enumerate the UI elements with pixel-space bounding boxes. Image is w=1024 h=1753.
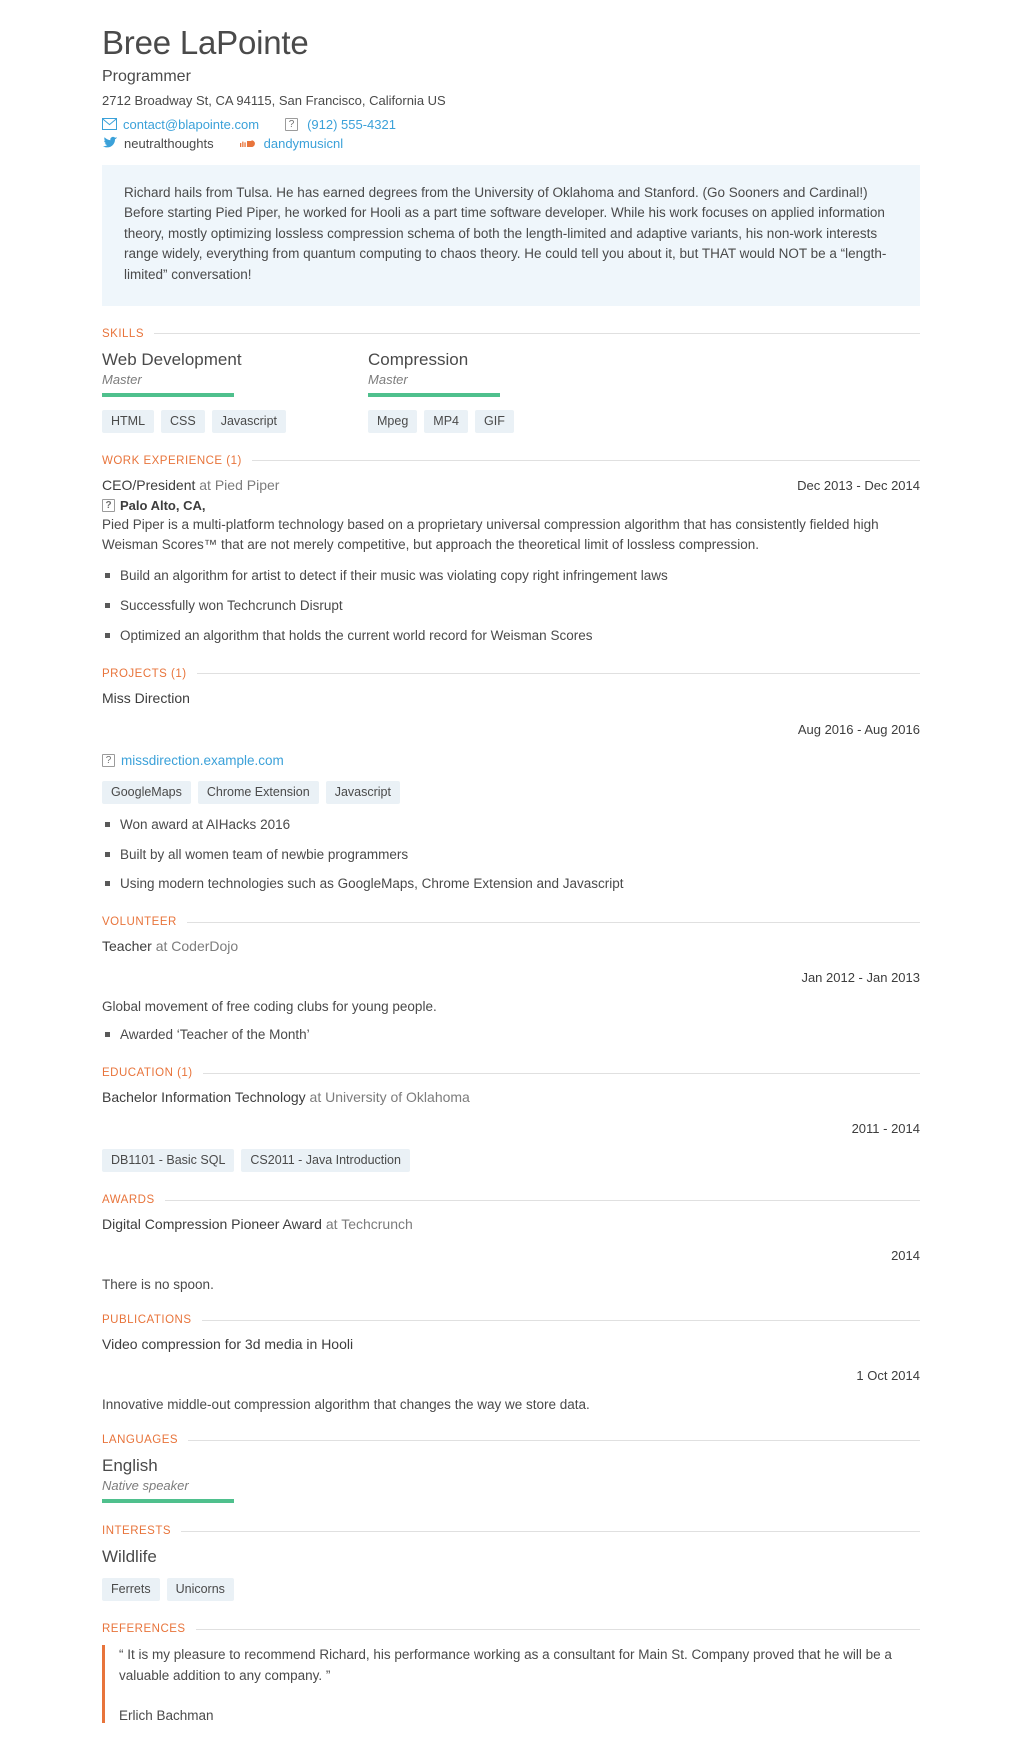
tag: GIF — [475, 410, 514, 433]
twitter-icon — [102, 136, 118, 150]
interest-item — [102, 1547, 920, 1601]
volunteer-highlights — [102, 1026, 920, 1045]
section-header-awards — [102, 1194, 920, 1206]
question-box-icon-location: ? — [102, 499, 115, 512]
tag: Ferrets — [102, 1578, 160, 1601]
award-entry — [102, 1216, 920, 1292]
work-location-line — [102, 498, 920, 513]
section-divider — [187, 922, 920, 923]
section-languages — [102, 1434, 920, 1503]
tag: CS2011 - Java Introduction — [241, 1149, 410, 1172]
education-degree: Bachelor Information Technology — [102, 1089, 306, 1106]
skill-level: Master — [102, 371, 142, 387]
tag: Unicorns — [167, 1578, 234, 1601]
project-link-row — [102, 753, 920, 768]
section-divider — [154, 333, 920, 334]
tag: HTML — [102, 410, 154, 433]
skill-item — [368, 350, 514, 433]
section-title: INTERESTS — [102, 1525, 172, 1538]
section-divider — [252, 460, 920, 461]
section-header-skills — [102, 328, 920, 340]
skill-level: Master — [368, 371, 408, 387]
work-title-line — [102, 477, 279, 493]
section-title: PUBLICATIONS — [102, 1314, 192, 1327]
section-divider — [197, 673, 920, 674]
work-description: Pied Piper is a multi-platform technology based on a proprietary universal compression algorithm that has consistently fielded high Weisman Scores™ that are not merely competitive, but approach the theoretical limit of lossless compression. — [102, 516, 879, 552]
volunteer-organization: CoderDojo — [171, 938, 239, 955]
section-title: WORK EXPERIENCE (1) — [102, 454, 242, 467]
volunteer-date: Jan 2012 - Jan 2013 — [801, 970, 920, 986]
section-title: EDUCATION (1) — [102, 1067, 193, 1080]
education-entry — [102, 1089, 920, 1172]
section-title: VOLUNTEER — [102, 916, 177, 929]
language-item — [102, 1456, 920, 1503]
section-title: LANGUAGES — [102, 1434, 179, 1447]
publication-entry — [102, 1336, 920, 1412]
list-item: Using modern technologies such as GoogleMaps, Chrome Extension and Javascript — [102, 875, 920, 894]
question-box-icon-link: ? — [102, 754, 115, 767]
section-divider — [188, 1440, 920, 1441]
section-publications — [102, 1314, 920, 1412]
tag: Javascript — [212, 410, 286, 433]
summary-block: Richard hails from Tulsa. He has earned degrees from the University of Oklahoma and Stanford. (Go Sooners and Cardinal!) Before starting Pied Piper, he worked for Hooli as a part time software developer. While his work focuses on applied information theory, mostly optimizing lossless compression schema of both the length-limited and adaptive variants, his non-work interests range widely, everything from quantum computing to chaos theory. He could tell you about it, but THAT would NOT be a “length-limited” conversation! — [102, 165, 920, 306]
section-header-volunteer — [102, 916, 920, 928]
section-header-education — [102, 1067, 920, 1079]
language-level-bar — [102, 1499, 234, 1503]
skill-level-bar — [368, 393, 500, 397]
question-box-icon-phone: ? — [285, 118, 298, 131]
reference-author: Erlich Bachman — [119, 1707, 214, 1723]
list-item: Successfully won Techcrunch Disrupt — [102, 597, 920, 616]
section-header-projects — [102, 668, 920, 680]
volunteer-entry — [102, 938, 920, 1045]
section-awards — [102, 1194, 920, 1292]
tag: DB1101 - Basic SQL — [102, 1149, 234, 1172]
project-date: Aug 2016 - Aug 2016 — [797, 721, 920, 737]
at-word: at — [325, 1216, 338, 1233]
volunteer-summary: Global movement of free coding clubs for young people. — [102, 999, 437, 1015]
award-title: Digital Compression Pioneer Award — [102, 1216, 322, 1233]
section-work-experience — [102, 455, 920, 646]
award-summary: There is no spoon. — [102, 1277, 214, 1293]
section-header-interests — [102, 1525, 920, 1537]
skill-name: Compression — [368, 349, 469, 369]
section-divider — [203, 1073, 920, 1074]
language-name: English — [102, 1456, 158, 1476]
twitter-handle: neutralthoughts — [124, 135, 214, 151]
list-item: Won award at AIHacks 2016 — [102, 816, 920, 835]
skill-keywords — [368, 410, 514, 433]
work-position: CEO/President — [102, 476, 196, 493]
section-divider — [181, 1531, 920, 1532]
section-divider — [202, 1320, 921, 1321]
award-title-line — [102, 1216, 920, 1232]
section-interests — [102, 1525, 920, 1601]
skill-keywords — [102, 410, 286, 433]
education-title-line — [102, 1089, 920, 1105]
tag: Javascript — [326, 781, 400, 804]
skills-columns — [102, 350, 920, 433]
education-institution: University of Oklahoma — [325, 1089, 470, 1106]
work-location: Palo Alto, CA, — [120, 497, 206, 513]
interest-keywords — [102, 1578, 920, 1601]
interest-name: Wildlife — [102, 1547, 157, 1567]
tag: MP4 — [424, 410, 468, 433]
tag: GoogleMaps — [102, 781, 191, 804]
language-fluency: Native speaker — [102, 1478, 189, 1494]
work-entry — [102, 477, 920, 646]
publication-title: Video compression for 3d media in Hooli — [102, 1336, 354, 1353]
page-title: Bree LaPointe — [102, 24, 309, 61]
section-volunteer — [102, 916, 920, 1045]
reference-quote-block — [102, 1645, 920, 1723]
section-header-work — [102, 455, 920, 467]
work-date: Dec 2013 - Dec 2014 — [797, 477, 920, 493]
at-word: at — [199, 476, 211, 493]
project-name: Miss Direction — [102, 689, 190, 706]
envelope-icon — [102, 118, 117, 130]
list-item: Build an algorithm for artist to detect if their music was violating copy right infringement laws — [102, 567, 920, 586]
section-title: REFERENCES — [102, 1623, 186, 1636]
tag: CSS — [161, 410, 205, 433]
at-word: at — [309, 1089, 322, 1106]
address-line: 2712 Broadway St, CA 94115, San Francisco, California US — [102, 92, 446, 108]
contact-row-social — [102, 136, 920, 151]
section-title: AWARDS — [102, 1194, 155, 1207]
project-entry — [102, 690, 920, 895]
project-url[interactable]: missdirection.example.com — [121, 752, 284, 768]
award-date: 2014 — [891, 1248, 920, 1264]
work-highlights — [102, 567, 920, 646]
education-date: 2011 - 2014 — [851, 1121, 920, 1137]
list-item: Optimized an algorithm that holds the current world record for Weisman Scores — [102, 627, 920, 646]
volunteer-title-line — [102, 938, 920, 954]
job-role: Programmer — [102, 67, 191, 85]
section-header-references — [102, 1623, 920, 1635]
email-link[interactable]: contact@blapointe.com — [123, 116, 260, 132]
list-item: Awarded ‘Teacher of the Month’ — [102, 1026, 920, 1045]
at-word: at — [155, 938, 168, 955]
skill-name: Web Development — [102, 349, 242, 369]
volunteer-position: Teacher — [102, 938, 152, 955]
section-skills — [102, 328, 920, 433]
list-item: Built by all women team of newbie programmers — [102, 846, 920, 865]
contact-row-primary — [102, 117, 920, 132]
skill-level-bar — [102, 393, 234, 397]
phone-link[interactable]: (912) 555-4321 — [307, 116, 396, 132]
tag: Chrome Extension — [198, 781, 319, 804]
section-header-languages — [102, 1434, 920, 1446]
project-keywords — [102, 781, 920, 804]
soundcloud-link[interactable]: dandymusicnl — [263, 135, 344, 151]
publication-date: 1 Oct 2014 — [856, 1368, 920, 1384]
publication-summary: Innovative middle-out compression algorithm that changes the way we store data. — [102, 1397, 590, 1413]
section-title: PROJECTS (1) — [102, 667, 187, 680]
reference-quote: “ It is my pleasure to recommend Richard, his performance working as a consultant for Main St. Company proved that he will be a valuable addition to any company. ” — [119, 1647, 892, 1683]
tag: Mpeg — [368, 410, 417, 433]
award-awarder: Techcrunch — [341, 1216, 413, 1233]
section-references — [102, 1623, 920, 1723]
skill-item — [102, 350, 286, 433]
section-divider — [165, 1200, 920, 1201]
resume-header — [102, 24, 920, 151]
section-divider — [196, 1629, 920, 1630]
work-company: Pied Piper — [214, 476, 280, 493]
section-title: SKILLS — [102, 327, 144, 340]
soundcloud-icon — [240, 138, 258, 149]
section-projects — [102, 668, 920, 895]
section-header-publications — [102, 1314, 920, 1326]
work-entry-header — [102, 477, 920, 493]
project-highlights — [102, 816, 920, 895]
education-courses — [102, 1149, 920, 1172]
section-education — [102, 1067, 920, 1172]
